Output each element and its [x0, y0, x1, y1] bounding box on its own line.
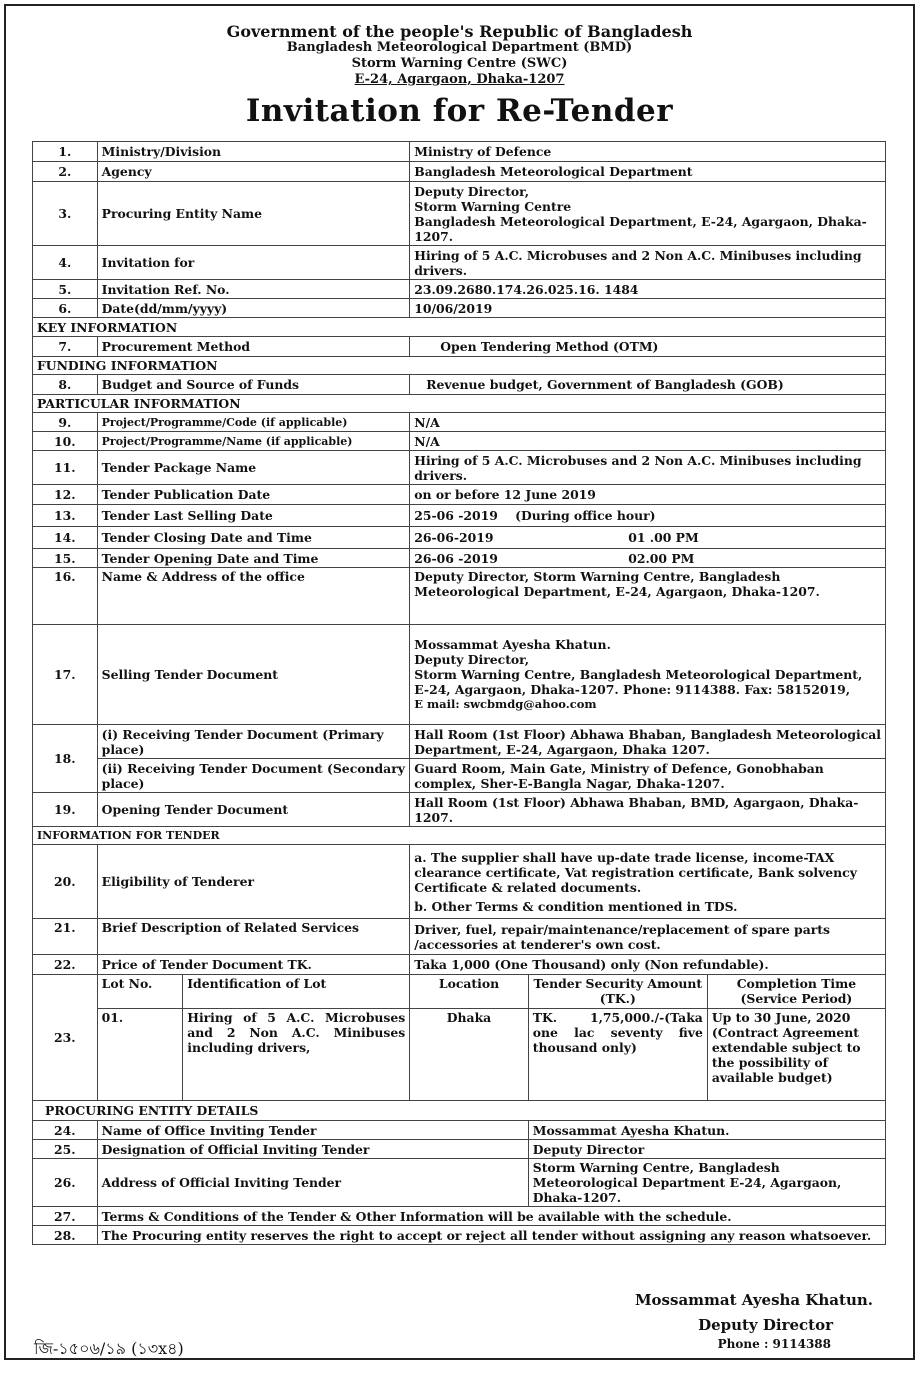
- row-value: Mossammat Ayesha Khatun.: [528, 1121, 885, 1140]
- value-line: Deputy Director,: [414, 183, 530, 199]
- row-value: The Procuring entity reserves the right to accept or reject all tender without assigning any reason whatsoever.: [97, 1226, 885, 1245]
- header: [6, 24, 913, 88]
- table-row: [33, 1207, 886, 1226]
- row-value: Bangladesh Meteorological Department: [410, 162, 886, 182]
- lot-header-row: [33, 975, 886, 1009]
- section-row: [33, 395, 886, 413]
- row-number: 17.: [33, 625, 98, 725]
- row-value: on or before 12 June 2019: [410, 485, 886, 505]
- table-row: [33, 955, 886, 975]
- row-label: Procurement Method: [97, 337, 410, 357]
- date-value: 25-06 -2019: [414, 508, 498, 523]
- table-row: [33, 625, 886, 725]
- row-value: Ministry of Defence: [410, 142, 886, 162]
- page-title: Invitation for Re-Tender: [245, 93, 674, 129]
- table-row: [33, 725, 886, 759]
- table-row: [33, 280, 886, 299]
- row-label: (i) Receiving Tender Document (Primary place): [97, 725, 410, 759]
- row-label: Brief Description of Related Services: [97, 919, 410, 955]
- row-value: Deputy Director, Storm Warning Centre, Bangladesh Meteorological Department, E-24, Agargaon, Dhaka-1207.: [410, 568, 886, 625]
- table-row: [33, 485, 886, 505]
- row-label: Tender Opening Date and Time: [97, 549, 410, 568]
- table-row: [33, 142, 886, 162]
- row-label: Address of Official Inviting Tender: [97, 1159, 528, 1207]
- table-row: [33, 568, 886, 625]
- row-label: Procuring Entity Name: [97, 182, 410, 246]
- table-row: [33, 793, 886, 827]
- section-heading: PROCURING ENTITY DETAILS: [33, 1101, 886, 1121]
- row-number: 21.: [33, 919, 98, 955]
- date-note: (During office hour): [515, 508, 656, 523]
- row-label: Name & Address of the office: [97, 568, 410, 625]
- row-value: [410, 527, 886, 549]
- row-value: Hiring of 5 A.C. Microbuses and 2 Non A.C. Minibuses including drivers.: [410, 246, 886, 280]
- header-government: Government of the people's Republic of Bangladesh: [226, 22, 693, 41]
- row-label: (ii) Receiving Tender Document (Secondary place): [97, 759, 410, 793]
- row-number: 13.: [33, 505, 98, 527]
- date-value: 26-06 -2019: [414, 550, 498, 566]
- row-number: 14.: [33, 527, 98, 549]
- completion-header: Completion Time (Service Period): [707, 975, 885, 1009]
- lot-row: [33, 1009, 886, 1101]
- row-value: Taka 1,000 (One Thousand) only (Non refundable).: [410, 955, 886, 975]
- row-number: 7.: [33, 337, 98, 357]
- row-number: 11.: [33, 451, 98, 485]
- row-value: Revenue budget, Government of Bangladesh (GOB): [410, 375, 886, 395]
- table-row: [33, 182, 886, 246]
- row-number: 10.: [33, 432, 98, 451]
- row-number: 6.: [33, 299, 98, 318]
- lot-completion: Up to 30 June, 2020 (Contract Agreement extendable subject to the possibility of available budget): [707, 1009, 885, 1101]
- signature-name: Mossammat Ayesha Khatun.: [634, 1291, 873, 1309]
- table-row: [33, 845, 886, 919]
- row-number: 18.: [33, 725, 98, 793]
- row-label: Ministry/Division: [97, 142, 410, 162]
- table-row: [33, 759, 886, 793]
- value-line: Storm Warning Centre, Bangladesh Meteorological Department, E-24, Agargaon, Dhaka-1207. Phone: 9114388. Fax: 58152019,: [414, 667, 863, 697]
- lot-header: Lot No.: [97, 975, 183, 1009]
- row-label: Name of Office Inviting Tender: [97, 1121, 528, 1140]
- section-row: [33, 357, 886, 375]
- section-heading: PARTICULAR INFORMATION: [33, 395, 886, 413]
- table-row: [33, 337, 886, 357]
- table-row: [33, 451, 886, 485]
- row-number: 24.: [33, 1121, 98, 1140]
- eligibility-a: a. The supplier shall have up-date trade license, income-TAX clearance certificate, Vat registration certificate, Bank solvency Certificate & related documents.: [414, 849, 857, 895]
- row-label: Eligibility of Tenderer: [97, 845, 410, 919]
- table-row: [33, 299, 886, 318]
- section-heading: KEY INFORMATION: [33, 318, 886, 337]
- time-value: 01 .00 PM: [628, 530, 699, 545]
- row-value: [410, 549, 886, 568]
- row-label: Budget and Source of Funds: [97, 375, 410, 395]
- table-row: [33, 1159, 886, 1207]
- header-department: Bangladesh Meteorological Department (BMD): [286, 40, 633, 55]
- row-value: Hiring of 5 A.C. Microbuses and 2 Non A.C. Minibuses including drivers.: [410, 451, 886, 485]
- row-value: N/A: [410, 413, 886, 432]
- row-number: 15.: [33, 549, 98, 568]
- security-header: Tender Security Amount (TK.): [528, 975, 707, 1009]
- section-row: [33, 318, 886, 337]
- row-label: Project/Programme/Code (if applicable): [97, 413, 410, 432]
- location-header: Location: [410, 975, 529, 1009]
- section-heading: FUNDING INFORMATION: [33, 357, 886, 375]
- row-value: Deputy Director: [528, 1140, 885, 1159]
- row-number: 4.: [33, 246, 98, 280]
- time-value: 02.00 PM: [628, 550, 695, 566]
- signature-phone: Phone : 9114388: [717, 1337, 831, 1351]
- row-value: N/A: [410, 432, 886, 451]
- row-label: Opening Tender Document: [97, 793, 410, 827]
- row-number: 9.: [33, 413, 98, 432]
- row-number: 23.: [33, 975, 98, 1101]
- date-value: 26-06-2019: [414, 530, 494, 545]
- table-row: [33, 505, 886, 527]
- row-number: 22.: [33, 955, 98, 975]
- row-label: Invitation Ref. No.: [97, 280, 410, 299]
- row-number: 1.: [33, 142, 98, 162]
- row-value: Hall Room (1st Floor) Abhawa Bhaban, Bangladesh Meteorological Department, E-24, Agargaon, Dhaka 1207.: [410, 725, 886, 759]
- row-number: 27.: [33, 1207, 98, 1226]
- row-number: 3.: [33, 182, 98, 246]
- table-row: [33, 1121, 886, 1140]
- header-address: E-24, Agargaon, Dhaka-1207: [354, 72, 565, 87]
- table-row: [33, 1226, 886, 1245]
- eligibility-b: b. Other Terms & condition mentioned in TDS.: [414, 898, 738, 914]
- row-value: [410, 845, 886, 919]
- lot-identification: Hiring of 5 A.C. Microbuses and 2 Non A.C. Minibuses including drivers,: [183, 1009, 410, 1101]
- table-row: [33, 919, 886, 955]
- row-label: Tender Publication Date: [97, 485, 410, 505]
- row-value: [410, 625, 886, 725]
- row-value: [410, 505, 886, 527]
- table-row: [33, 527, 886, 549]
- table-row: [33, 375, 886, 395]
- row-number: 20.: [33, 845, 98, 919]
- section-row: [33, 1101, 886, 1121]
- tender-table: [32, 141, 886, 1245]
- table-row: [33, 1140, 886, 1159]
- row-number: 19.: [33, 793, 98, 827]
- table-row: [33, 162, 886, 182]
- row-label: Project/Programme/Name (if applicable): [97, 432, 410, 451]
- lot-number: 01.: [97, 1009, 183, 1101]
- row-label: Selling Tender Document: [97, 625, 410, 725]
- value-line: Mossammat Ayesha Khatun.: [414, 637, 611, 652]
- row-label: Tender Package Name: [97, 451, 410, 485]
- row-number: 2.: [33, 162, 98, 182]
- table-row: [33, 246, 886, 280]
- table-row: [33, 549, 886, 568]
- row-value: Storm Warning Centre, Bangladesh Meteorological Department E-24, Agargaon, Dhaka-1207.: [528, 1159, 885, 1207]
- row-value: Terms & Conditions of the Tender & Other Information will be available with the schedule.: [97, 1207, 885, 1226]
- row-number: 5.: [33, 280, 98, 299]
- row-label: Date(dd/mm/yyyy): [97, 299, 410, 318]
- section-heading: INFORMATION FOR TENDER: [33, 827, 886, 845]
- table-row: [33, 413, 886, 432]
- identification-header: Identification of Lot: [183, 975, 410, 1009]
- table-row: [33, 432, 886, 451]
- row-value: Guard Room, Main Gate, Ministry of Defence, Gonobhaban complex, Sher-E-Bangla Nagar, Dhaka-1207.: [410, 759, 886, 793]
- row-number: 8.: [33, 375, 98, 395]
- row-number: 25.: [33, 1140, 98, 1159]
- value-line: Deputy Director,: [414, 652, 530, 667]
- row-number: 28.: [33, 1226, 98, 1245]
- row-number: 16.: [33, 568, 98, 625]
- row-value: Hall Room (1st Floor) Abhawa Bhaban, BMD, Agargaon, Dhaka-1207.: [410, 793, 886, 827]
- row-value: Open Tendering Method (OTM): [410, 337, 886, 357]
- value-line: Bangladesh Meteorological Department, E-24, Agargaon, Dhaka-1207.: [414, 213, 867, 244]
- row-label: Tender Closing Date and Time: [97, 527, 410, 549]
- row-value: Driver, fuel, repair/maintenance/replacement of spare parts /accessories at tenderer's own cost.: [410, 919, 886, 955]
- row-number: 12.: [33, 485, 98, 505]
- row-number: 26.: [33, 1159, 98, 1207]
- row-label: Invitation for: [97, 246, 410, 280]
- row-label: Agency: [97, 162, 410, 182]
- row-label: Tender Last Selling Date: [97, 505, 410, 527]
- publication-code: জি-১৫০৬/১৯ (১৩x৪): [34, 1339, 184, 1358]
- signature-designation: Deputy Director: [698, 1316, 833, 1334]
- row-value: 23.09.2680.174.26.025.16. 1484: [410, 280, 886, 299]
- header-centre: Storm Warning Centre (SWC): [351, 56, 568, 71]
- row-value: 10/06/2019: [410, 299, 886, 318]
- email-line: E mail: swcbmdg@ahoo.com: [414, 697, 597, 711]
- row-value: [410, 182, 886, 246]
- row-label: Designation of Official Inviting Tender: [97, 1140, 528, 1159]
- section-row: [33, 827, 886, 845]
- lot-security: TK. 1,75,000./-(Taka one lac seventy five thousand only): [528, 1009, 707, 1101]
- lot-location: Dhaka: [410, 1009, 529, 1101]
- value-line: Storm Warning Centre: [414, 198, 572, 214]
- row-label: Price of Tender Document TK.: [97, 955, 410, 975]
